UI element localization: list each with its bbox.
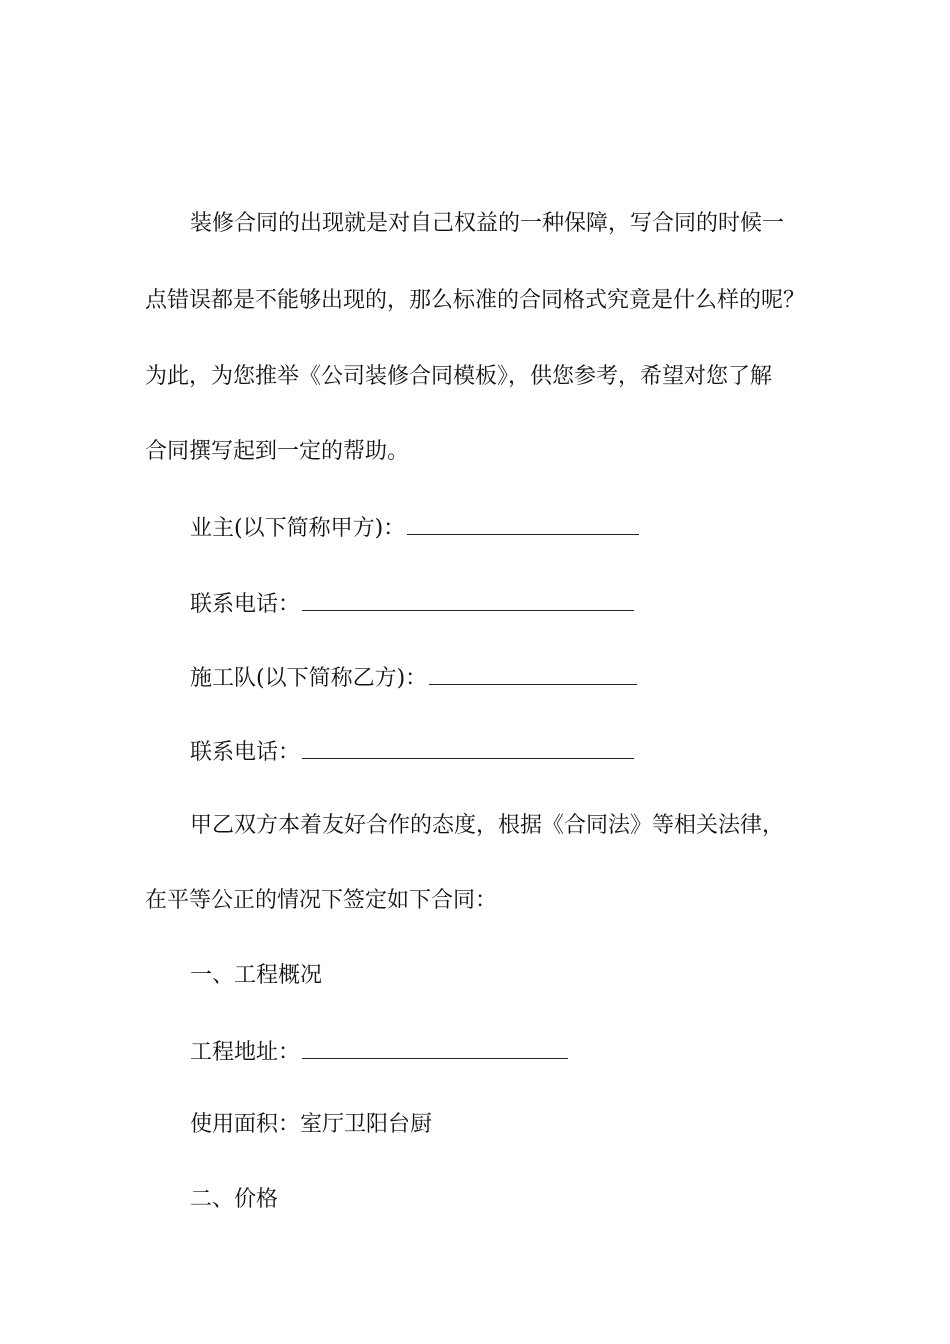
contractor-blank-line — [429, 662, 637, 685]
contractor-field — [190, 662, 637, 694]
contractor-phone-field — [190, 736, 634, 768]
intro-paragraph-line-3: 为此，为您推举《公司装修合同模板》，供您参考，希望对您了解 — [145, 364, 773, 389]
address-blank-line — [302, 1036, 568, 1059]
area-line: 使用面积：室厅卫阳台厨 — [190, 1112, 433, 1137]
intro-paragraph-line-4: 合同撰写起到一定的帮助。 — [145, 439, 410, 464]
contractor-phone-blank-line — [302, 736, 634, 759]
owner-phone-label: 联系电话： — [190, 592, 301, 617]
owner-phone-blank-line — [302, 588, 634, 611]
owner-field — [190, 512, 639, 544]
intro-paragraph-line-2: 点错误都是不能够出现的，那么标准的合同格式究竟是什么样的呢？ — [145, 288, 806, 313]
contractor-phone-label: 联系电话： — [190, 740, 301, 765]
intro-paragraph-line-1: 装修合同的出现就是对自己权益的一种保障，写合同的时候一 — [190, 211, 785, 236]
address-field — [190, 1036, 568, 1068]
owner-phone-field — [190, 588, 634, 620]
address-label: 工程地址： — [190, 1040, 301, 1065]
owner-label: 业主(以下简称甲方)： — [190, 516, 406, 541]
section-heading-price: 二、价格 — [190, 1187, 279, 1212]
contractor-label: 施工队(以下简称乙方)： — [190, 666, 428, 691]
owner-blank-line — [407, 512, 639, 535]
agreement-paragraph-line-2: 在平等公正的情况下签定如下合同： — [145, 888, 498, 913]
section-heading-overview: 一、工程概况 — [190, 963, 323, 988]
agreement-paragraph-line-1: 甲乙双方本着友好合作的态度，根据《合同法》等相关法律， — [190, 813, 785, 838]
